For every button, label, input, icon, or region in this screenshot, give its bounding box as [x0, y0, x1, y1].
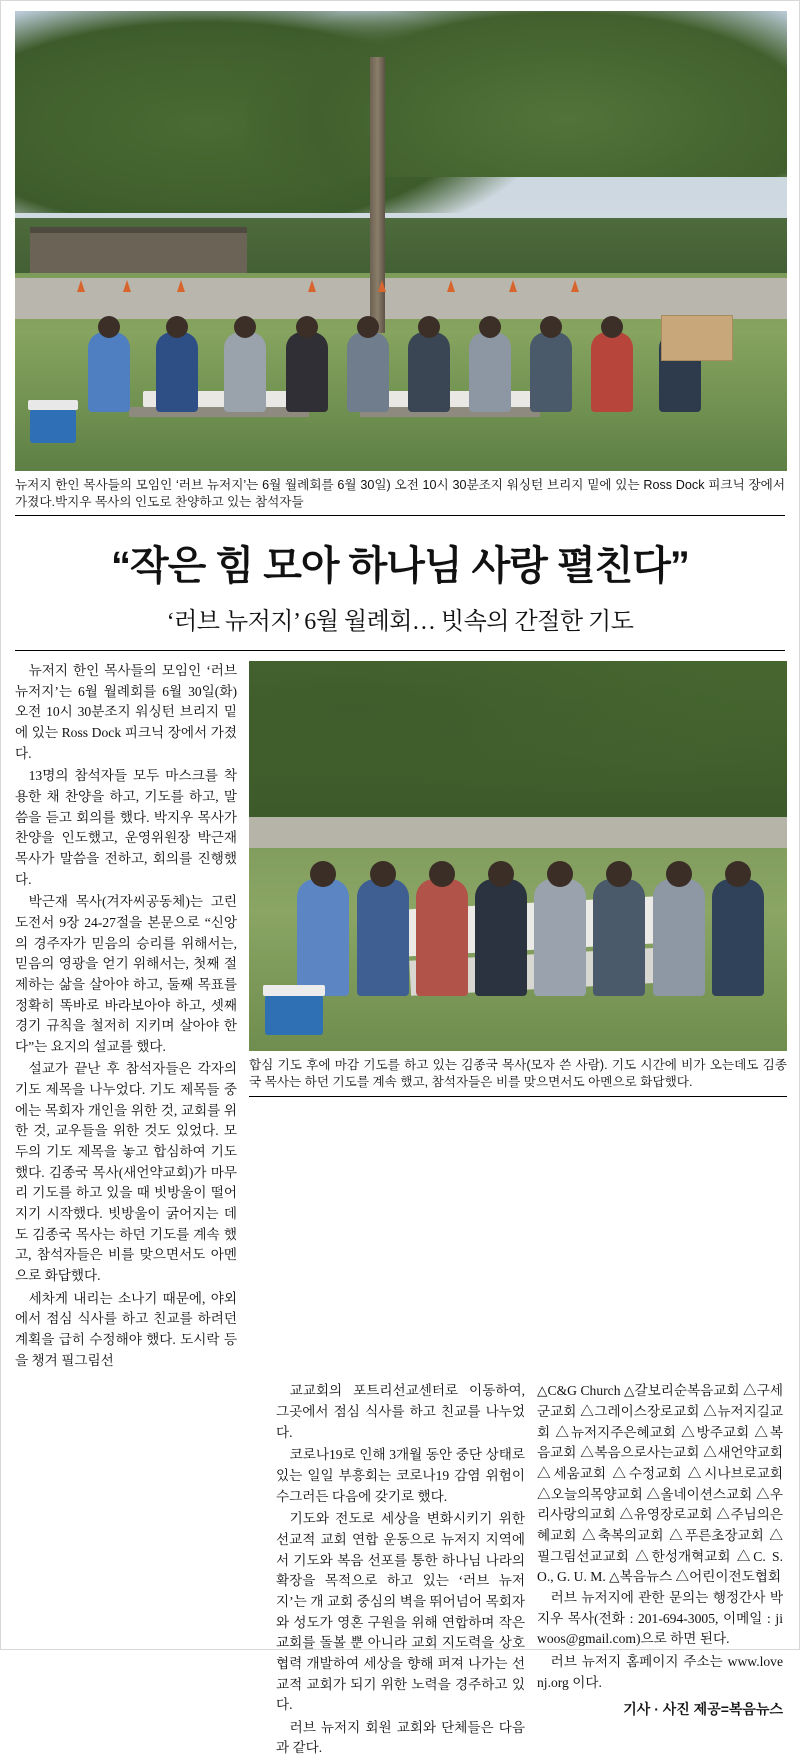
- top-row: [15, 661, 787, 1373]
- paragraph: 세차게 내리는 소나기 때문에, 야외에서 점심 식사를 하고 친교를 하려던 계획을 급히 수정해야 했다. 도시락 등을 챙겨 필그림선: [15, 1290, 237, 1368]
- page-subtitle: ‘러브 뉴저지’ 6월 월례회… 빗속의 간절한 기도: [166, 609, 634, 635]
- secondary-photo-caption: 합심 기도 후에 마감 기도를 하고 있는 김종국 목사(모자 쓴 사람). 기도 시간에 비가 오는데도 김종국 목사는 하던 기도를 계속 했고, 참석자들은 비를 맞으면서도 아멘으로 화답했다.: [249, 1057, 787, 1097]
- paragraph: 코로나19로 인해 3개월 동안 중단 상태로 있는 일일 부흥회는 코로나19 감염 위험이 수그러든 다음에 갖기로 했다.: [276, 1447, 525, 1504]
- divider: [15, 650, 785, 651]
- paragraph: 박근재 목사(겨자씨공동체)는 고린도전서 9장 24-27절을 본문으로 “신앙의 경주자가 믿음의 승리를 위해서는, 믿음의 영광을 얻기 위해서는, 첫째 절제하는 삶을 살아야 하고, 둘째 목표를 정확히 똑바로 바라보아야 하고, 셋째 경기 규칙을 철저히 지키며 살아야 한다”는 요지의 설교를 했다.: [15, 894, 237, 1054]
- page-title: “작은 힘 모아 하나님 사랑 펼친다”: [111, 544, 689, 588]
- paragraph: 러브 뉴저지 홈페이지 주소는 www.lovenj.org 이다.: [537, 1653, 783, 1690]
- column-2: [276, 1381, 525, 1761]
- traffic-cones: [15, 269, 787, 292]
- article-body: [15, 661, 787, 1761]
- tree-trunk: [370, 57, 385, 333]
- hero-photo-caption: 뉴저지 한인 목사들의 모임인 ‘러브 뉴저지’는 6월 월례회를 6월 30일) 오전 10시 30분조지 워싱턴 브리지 밑에 있는 Ross Dock 피크닉 장에서 가졌다.박지우 목사의 인도로 찬양하고 있는 참석자들: [15, 477, 785, 516]
- column-1-continued: [15, 1381, 264, 1761]
- paragraph: 교교회의 포트리선교센터로 이동하여, 그곳에서 점심 식사를 하고 친교를 나누었다.: [276, 1383, 525, 1440]
- supply-boxes: [661, 315, 733, 361]
- gravel-path: [249, 817, 787, 848]
- tree-line: [249, 661, 787, 825]
- article-credit: 기사 · 사진 제공=복음뉴스: [623, 1701, 783, 1718]
- secondary-photo-block: [249, 661, 787, 1373]
- column-1: [15, 661, 237, 1373]
- hero-photo: [15, 11, 787, 471]
- paragraph: 러브 뉴저지 회원 교회와 단체들은 다음과 같다.: [276, 1719, 525, 1756]
- paragraph: 기도와 전도로 세상을 변화시키기 위한 선교적 교회 연합 운동으로 뉴저지 지역에서 기도와 복음 선포를 통한 하나님 나라의 확장을 목적으로 하고 있는 ‘러브 뉴저지’는 개 교회 중심의 벽을 뛰어넘어 목회자와 성도가 영혼 구원을 위해 연합하며 작은 교회를 돌볼 뿐 아니라 교회 지도력을 상호 협력 개발하여 세상을 향해 퍼져 나가는 선교적 교회가 되기 위한 노력을 경주하고 있다.: [276, 1511, 525, 1713]
- cooler-box: [265, 995, 323, 1035]
- paragraph: 뉴저지 한인 목사들의 모임인 ‘러브 뉴저지’는 6월 월례회를 6월 30일(화) 오전 10시 30분조지 워싱턴 브리지 밑에 있는 Ross Dock 피크닉 장에서 가졌다.: [15, 663, 237, 761]
- paragraph: 설교가 끝난 후 참석자들은 각자의 기도 제목을 나누었다. 기도 제목들 중에는 목회자 개인을 위한 것, 교회를 위한 것, 교우들을 위한 것도 있었다. 모두의 기도 제목을 놓고 합심하여 기도했다. 김종국 목사(새언약교회)가 마무리 기도를 하고 있을 때 빗방울이 떨어지기 시작했다. 빗방울이 굵어지는 데도 김종국 목사는 하던 기도를 계속 했고, 참석자들은 비를 맞으면서도 아멘으로 화답했다.: [15, 1061, 237, 1284]
- attendees-group: [61, 296, 740, 425]
- member-church-list: △C&G Church △갈보리순복음교회 △구세군교회 △그레이스장로교회 △뉴저지길교회 △뉴저지주은혜교회 △방주교회 △복음교회 △복음으로사는교회 △새언약교회 △세움교회 △수정교회 △시나브로교회 △오늘의목양교회 △올네이션스교회 △우리사랑의교회 △유영장로교회 △주님의은혜교회 △축복의교회 △푸른초장교회 △필그림선교교회 △한성개혁교회 △C. S. O., G. U. M. △복음뉴스 △어린이전도협회: [537, 1383, 783, 1585]
- cooler-box: [30, 409, 76, 443]
- secondary-photo: [249, 661, 787, 1051]
- paragraph: 러브 뉴저지에 관한 문의는 행정간사 박지우 목사(전화 : 201-694-3005, 이메일 : jiwoos@gmail.com)으로 하면 된다.: [537, 1589, 783, 1647]
- paragraph: 13명의 참석자들 모두 마스크를 착용한 채 찬양을 하고, 기도를 하고, 말씀을 듣고 회의를 했다. 박지우 목사가 찬양을 인도했고, 운영위원장 박근재 목사가 말씀을 전하고, 회의를 진행했다.: [15, 768, 237, 887]
- bottom-row: [15, 1381, 787, 1761]
- column-3: [537, 1381, 783, 1761]
- tree-canopy-right: [247, 11, 787, 177]
